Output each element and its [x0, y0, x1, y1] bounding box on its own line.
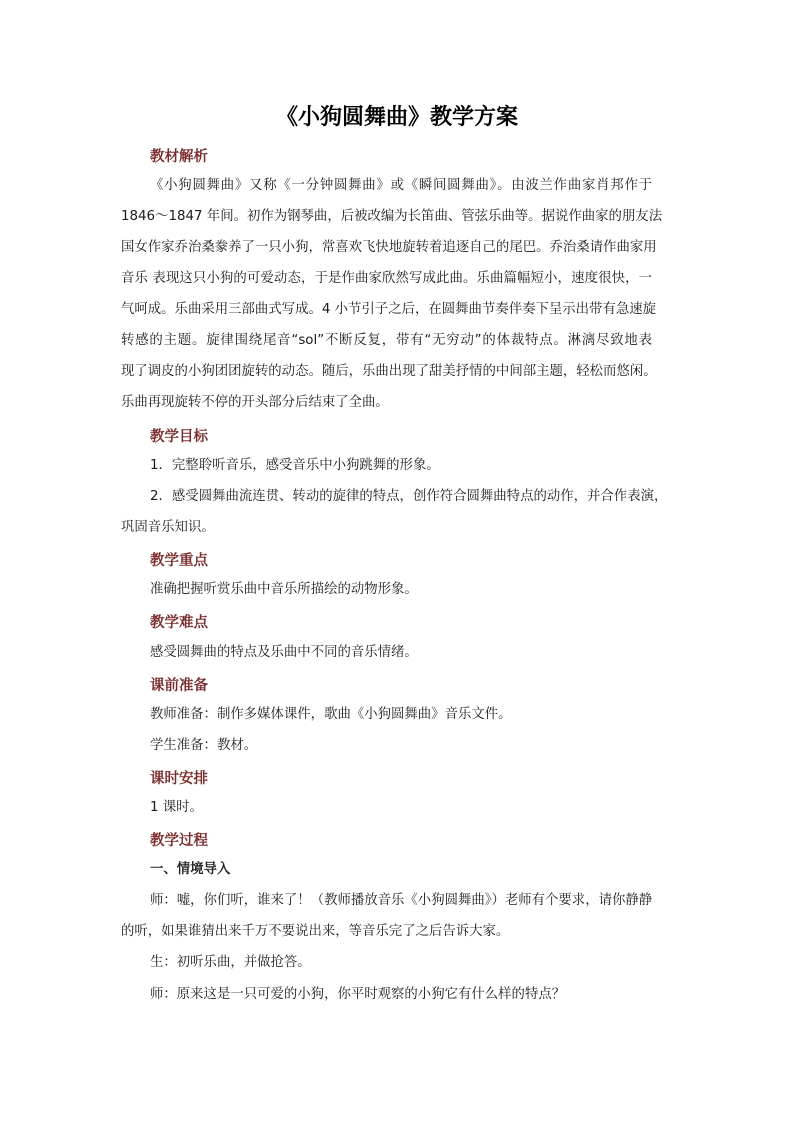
paragraph-line: 生：初听乐曲，并做抢答。 — [150, 955, 311, 970]
section-heading-key-points: 教学重点 — [150, 553, 208, 569]
paragraph-line: 学生准备：教材。 — [150, 738, 258, 753]
paragraph-line: 感受圆舞曲的特点及乐曲中不同的音乐情绪。 — [150, 645, 418, 660]
section-heading-preparation: 课前准备 — [150, 678, 208, 694]
section-heading-goals: 教学目标 — [150, 429, 208, 445]
paragraph-line: 气呵成。乐曲采用三部曲式写成。4 小节引子之后，在圆舞曲节奏伴奏下呈示出带有急速旋 — [121, 302, 657, 317]
section-heading-difficulties: 教学难点 — [150, 615, 208, 631]
paragraph-line: 乐曲再现旋转不停的开头部分后结束了全曲。 — [121, 395, 389, 410]
paragraph-line: 师：嘘，你们听，谁来了！（教师播放音乐《小狗圆舞曲》）老师有个要求，请你静静 — [150, 893, 653, 908]
document-title: 《小狗圆舞曲》教学方案 — [275, 104, 518, 130]
paragraph-line: 《小狗圆舞曲》又称《一分钟圆舞曲》或《瞬间圆舞曲》。由波兰作曲家肖邦作于 — [150, 178, 652, 193]
paragraph-line: 1846～1847 年间。初作为钢琴曲，后被改编为长笛曲、管弦乐曲等。据说作曲家的朋友法 — [121, 209, 663, 224]
paragraph-line: 2．感受圆舞曲流连贯、转动的旋律的特点，创作符合圆舞曲特点的动作，并合作表演， — [150, 489, 668, 504]
paragraph-line: 现了调皮的小狗团团旋转的动态。随后，乐曲出现了甜美抒情的中间部主题，轻松而悠闲。 — [121, 364, 657, 379]
paragraph-line: 1 课时。 — [150, 800, 203, 815]
section-heading-schedule: 课时安排 — [150, 771, 208, 787]
paragraph-line: 巩固音乐知识。 — [121, 520, 215, 535]
paragraph-line: 师：原来这是一只可爱的小狗，你平时观察的小狗它有什么样的特点？ — [150, 987, 566, 1002]
section-heading-process: 教学过程 — [150, 833, 208, 849]
subsection-heading: 一、情境导入 — [150, 862, 231, 877]
paragraph-line: 转感的主题。旋律围绕尾音“sol”不断反复，带有“无穷动”的体裁特点。淋漓尽致地表 — [121, 333, 652, 348]
section-heading-material: 教材解析 — [150, 149, 208, 165]
paragraph-line: 准确把握听赏乐曲中音乐所描绘的动物形象。 — [150, 582, 418, 597]
paragraph-line: 教师准备：制作多媒体课件，歌曲《小狗圆舞曲》音乐文件。 — [150, 707, 512, 722]
paragraph-line: 音乐 表现这只小狗的可爱动态，于是作曲家欣然写成此曲。乐曲篇幅短小，速度很快，一 — [121, 271, 652, 286]
paragraph-line: 的听，如果谁猜出来千万不要说出来，等音乐完了之后告诉大家。 — [121, 924, 510, 939]
paragraph-line: 国女作家乔治桑豢养了一只小狗，常喜欢飞快地旋转着追逐自己的尾巴。乔治桑请作曲家用 — [121, 240, 657, 255]
paragraph-line: 1．完整聆听音乐，感受音乐中小狗跳舞的形象。 — [150, 458, 440, 473]
